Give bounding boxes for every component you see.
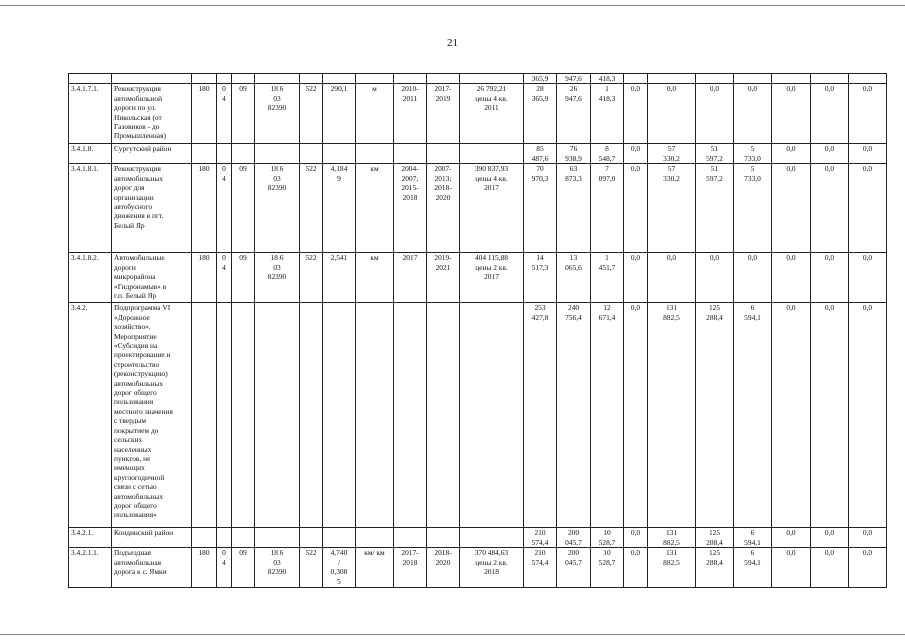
cell-c15: 10 528,7 bbox=[591, 548, 624, 588]
cell-c15: 1 418,3 bbox=[591, 84, 624, 144]
cell-c4 bbox=[217, 144, 232, 164]
cell-c3: 180 bbox=[192, 164, 217, 253]
cell-code: 3.4.1.8. bbox=[69, 144, 112, 164]
budget-table bbox=[68, 73, 887, 588]
cell-c22: 0,0 bbox=[849, 253, 887, 303]
cell-c7 bbox=[300, 74, 323, 84]
cell-c10 bbox=[394, 528, 427, 548]
cell-c19: 0,0 bbox=[734, 84, 772, 144]
cell-c8: 4,184 9 bbox=[323, 164, 356, 253]
cell-c7 bbox=[300, 303, 323, 528]
cell-c8 bbox=[323, 528, 356, 548]
cell-code: 3.4.1.8.2. bbox=[69, 253, 112, 303]
cell-c12: 370 484,63 цены 2 кв. 2018 bbox=[460, 548, 524, 588]
cell-c13: 253 427,8 bbox=[524, 303, 557, 528]
cell-c22: 0,0 bbox=[849, 144, 887, 164]
cell-c16: 0,0 bbox=[624, 548, 648, 588]
cell-c19: 0,0 bbox=[734, 253, 772, 303]
cell-c13: 14 517,3 bbox=[524, 253, 557, 303]
cell-c14: 200 045,7 bbox=[557, 528, 591, 548]
cell-c20: 0,0 bbox=[772, 253, 811, 303]
cell-c19: 6 594,1 bbox=[734, 303, 772, 528]
cell-c5: 09 bbox=[232, 548, 255, 588]
cell-c9 bbox=[356, 528, 394, 548]
cell-c22: 0,0 bbox=[849, 303, 887, 528]
cell-name: Подпрограмма VI «Дорожное хозяйство». Мероприятие «Субсидия на проектирование и строительство (реконструкцию) автомобильных дорог общего пользования местного значения с твердым покрытием до сельских населенных пунктов, не имеющих круглогодичной связи с сетью автомобильных дорог общего пользования» bbox=[112, 303, 192, 528]
cell-c19: 6 594,1 bbox=[734, 528, 772, 548]
cell-c21: 0,0 bbox=[811, 144, 849, 164]
cell-c3: 180 bbox=[192, 548, 217, 588]
cell-c12 bbox=[460, 74, 524, 84]
cell-c9: км bbox=[356, 253, 394, 303]
cell-c22 bbox=[849, 74, 887, 84]
cell-code: 3.4.1.7.1. bbox=[69, 84, 112, 144]
cell-c15: 7 097,0 bbox=[591, 164, 624, 253]
cell-c6: 18 6 03 82390 bbox=[255, 548, 300, 588]
cell-c18: 0,0 bbox=[696, 84, 734, 144]
cell-c14: 26 947,6 bbox=[557, 84, 591, 144]
cell-c4: 0 4 bbox=[217, 84, 232, 144]
cell-c20 bbox=[772, 74, 811, 84]
cell-c18: 51 597,2 bbox=[696, 144, 734, 164]
table-row bbox=[69, 74, 887, 84]
cell-c3 bbox=[192, 74, 217, 84]
cell-c10: 2017- 2018 bbox=[394, 548, 427, 588]
cell-c9 bbox=[356, 144, 394, 164]
cell-c14: 76 938,9 bbox=[557, 144, 591, 164]
cell-c22: 0,0 bbox=[849, 528, 887, 548]
table-row bbox=[69, 528, 887, 548]
cell-c5 bbox=[232, 303, 255, 528]
cell-c21 bbox=[811, 74, 849, 84]
cell-c13: 70 970,3 bbox=[524, 164, 557, 253]
cell-c18 bbox=[696, 74, 734, 84]
cell-c11 bbox=[427, 74, 460, 84]
cell-c17: 131 882,5 bbox=[648, 528, 696, 548]
cell-c16: 0,0 bbox=[624, 528, 648, 548]
cell-c9: км/ км bbox=[356, 548, 394, 588]
cell-c20: 0,0 bbox=[772, 303, 811, 528]
cell-c6 bbox=[255, 528, 300, 548]
cell-c7 bbox=[300, 528, 323, 548]
cell-c12: 404 115,88 цены 2 кв. 2017 bbox=[460, 253, 524, 303]
cell-c10 bbox=[394, 74, 427, 84]
cell-c7 bbox=[300, 144, 323, 164]
cell-c11 bbox=[427, 303, 460, 528]
table-row bbox=[69, 144, 887, 164]
cell-name: Автомобильные дороги микрорайона «Гидронамыв» в г.п. Белый Яр bbox=[112, 253, 192, 303]
cell-c13: 210 574,4 bbox=[524, 528, 557, 548]
cell-c5 bbox=[232, 74, 255, 84]
cell-c18: 51 597,2 bbox=[696, 164, 734, 253]
cell-c12 bbox=[460, 144, 524, 164]
cell-name: Реконструкция автомобильной дороги по ул. Никольская (от Газовиков - до Промышленная) bbox=[112, 84, 192, 144]
cell-c12: 26 792,21 цены 4 кв. 2011 bbox=[460, 84, 524, 144]
table-row bbox=[69, 84, 887, 144]
cell-c16: 0,0 bbox=[624, 84, 648, 144]
cell-c8 bbox=[323, 74, 356, 84]
cell-c9 bbox=[356, 303, 394, 528]
cell-c5: 09 bbox=[232, 84, 255, 144]
cell-c18: 0,0 bbox=[696, 253, 734, 303]
cell-c15: 10 528,7 bbox=[591, 528, 624, 548]
table-row bbox=[69, 164, 887, 253]
bottom-scan-edge bbox=[0, 634, 905, 635]
table-row bbox=[69, 253, 887, 303]
cell-c21: 0,0 bbox=[811, 548, 849, 588]
cell-c15: 8 548,7 bbox=[591, 144, 624, 164]
table-row bbox=[69, 548, 887, 588]
cell-c8 bbox=[323, 303, 356, 528]
cell-c4 bbox=[217, 303, 232, 528]
cell-c6 bbox=[255, 74, 300, 84]
cell-c17 bbox=[648, 74, 696, 84]
cell-c11 bbox=[427, 528, 460, 548]
cell-c3: 180 bbox=[192, 253, 217, 303]
cell-c6 bbox=[255, 144, 300, 164]
cell-c20: 0,0 bbox=[772, 548, 811, 588]
cell-c15: 12 671,4 bbox=[591, 303, 624, 528]
cell-c13: 365,9 bbox=[524, 74, 557, 84]
cell-c4: 0 4 bbox=[217, 253, 232, 303]
cell-c19 bbox=[734, 74, 772, 84]
cell-c17: 0,0 bbox=[648, 84, 696, 144]
cell-c12 bbox=[460, 303, 524, 528]
cell-c14: 63 873,3 bbox=[557, 164, 591, 253]
cell-c6: 18 6 03 82390 bbox=[255, 253, 300, 303]
cell-c13: 28 365,9 bbox=[524, 84, 557, 144]
cell-c3 bbox=[192, 303, 217, 528]
cell-c5: 09 bbox=[232, 253, 255, 303]
cell-c8 bbox=[323, 144, 356, 164]
cell-c15: 418,3 bbox=[591, 74, 624, 84]
cell-c4 bbox=[217, 528, 232, 548]
cell-c22: 0,0 bbox=[849, 548, 887, 588]
cell-c16: 0,0 bbox=[624, 303, 648, 528]
cell-code bbox=[69, 74, 112, 84]
cell-c11 bbox=[427, 144, 460, 164]
cell-c11: 2017- 2019 bbox=[427, 84, 460, 144]
cell-c11: 2018- 2020 bbox=[427, 548, 460, 588]
cell-c16 bbox=[624, 74, 648, 84]
cell-c14: 200 045,7 bbox=[557, 548, 591, 588]
cell-c7: 522 bbox=[300, 84, 323, 144]
cell-c10 bbox=[394, 144, 427, 164]
cell-c21: 0,0 bbox=[811, 253, 849, 303]
cell-c22: 0,0 bbox=[849, 164, 887, 253]
cell-c10: 2017 bbox=[394, 253, 427, 303]
cell-c7: 522 bbox=[300, 548, 323, 588]
cell-c9 bbox=[356, 74, 394, 84]
cell-c3 bbox=[192, 144, 217, 164]
page-number: 21 bbox=[447, 37, 458, 49]
cell-name: Сургутский район bbox=[112, 144, 192, 164]
cell-c18: 125 288,4 bbox=[696, 548, 734, 588]
cell-c4 bbox=[217, 74, 232, 84]
cell-name: Кондинский район bbox=[112, 528, 192, 548]
cell-name bbox=[112, 74, 192, 84]
cell-code: 3.4.2. bbox=[69, 303, 112, 528]
cell-c16: 0,0 bbox=[624, 253, 648, 303]
cell-c4: 0 4 bbox=[217, 548, 232, 588]
cell-c17: 131 882,5 bbox=[648, 303, 696, 528]
cell-c21: 0,0 bbox=[811, 528, 849, 548]
cell-c17: 0,0 bbox=[648, 253, 696, 303]
cell-c13: 85 487,6 bbox=[524, 144, 557, 164]
cell-c19: 5 733,0 bbox=[734, 164, 772, 253]
cell-c18: 125 288,4 bbox=[696, 303, 734, 528]
cell-c12 bbox=[460, 528, 524, 548]
cell-c19: 6 594,1 bbox=[734, 548, 772, 588]
cell-c6: 18 6 03 82390 bbox=[255, 84, 300, 144]
cell-c16: 0,0 bbox=[624, 164, 648, 253]
cell-c10: 2004- 2007; 2015- 2018 bbox=[394, 164, 427, 253]
cell-c5: 09 bbox=[232, 164, 255, 253]
cell-c5 bbox=[232, 144, 255, 164]
cell-c8: 2,541 bbox=[323, 253, 356, 303]
cell-c21: 0,0 bbox=[811, 164, 849, 253]
top-scan-edge bbox=[0, 5, 905, 6]
cell-c7: 522 bbox=[300, 253, 323, 303]
cell-c6: 18 6 03 82390 bbox=[255, 164, 300, 253]
cell-c8: 290,1 bbox=[323, 84, 356, 144]
cell-c14: 947,6 bbox=[557, 74, 591, 84]
cell-name: Реконструкция автомобильных дорог для организации автобусного движения в пгт. Белый Яр bbox=[112, 164, 192, 253]
cell-c10: 2010- 2011 bbox=[394, 84, 427, 144]
cell-c16: 0,0 bbox=[624, 144, 648, 164]
cell-code: 3.4.2.1.1. bbox=[69, 548, 112, 588]
cell-c4: 0 4 bbox=[217, 164, 232, 253]
cell-c11: 2019- 2021 bbox=[427, 253, 460, 303]
cell-c3: 180 bbox=[192, 84, 217, 144]
cell-c18: 125 288,4 bbox=[696, 528, 734, 548]
cell-c17: 57 330,2 bbox=[648, 164, 696, 253]
cell-c17: 131 882,5 bbox=[648, 548, 696, 588]
cell-c19: 5 733,0 bbox=[734, 144, 772, 164]
cell-c12: 390 837,93 цены 4 кв. 2017 bbox=[460, 164, 524, 253]
cell-name: Подъездная автомобильная дорога к с. Ямки bbox=[112, 548, 192, 588]
cell-c20: 0,0 bbox=[772, 164, 811, 253]
cell-c3 bbox=[192, 528, 217, 548]
cell-c9: км bbox=[356, 164, 394, 253]
cell-code: 3.4.2.1. bbox=[69, 528, 112, 548]
cell-c20: 0,0 bbox=[772, 84, 811, 144]
cell-c14: 13 065,6 bbox=[557, 253, 591, 303]
cell-c5 bbox=[232, 528, 255, 548]
cell-c8: 4,740 / 0,308 5 bbox=[323, 548, 356, 588]
cell-c7: 522 bbox=[300, 164, 323, 253]
cell-c20: 0,0 bbox=[772, 528, 811, 548]
cell-c22: 0,0 bbox=[849, 84, 887, 144]
cell-c6 bbox=[255, 303, 300, 528]
cell-c20: 0,0 bbox=[772, 144, 811, 164]
cell-c21: 0,0 bbox=[811, 84, 849, 144]
cell-code: 3.4.1.8.1. bbox=[69, 164, 112, 253]
cell-c13: 210 574,4 bbox=[524, 548, 557, 588]
cell-c14: 240 756,4 bbox=[557, 303, 591, 528]
cell-c21: 0,0 bbox=[811, 303, 849, 528]
cell-c15: 1 451,7 bbox=[591, 253, 624, 303]
table-row bbox=[69, 303, 887, 528]
cell-c9: м bbox=[356, 84, 394, 144]
cell-c11: 2007- 2013; 2018- 2020 bbox=[427, 164, 460, 253]
cell-c17: 57 330,2 bbox=[648, 144, 696, 164]
cell-c10 bbox=[394, 303, 427, 528]
